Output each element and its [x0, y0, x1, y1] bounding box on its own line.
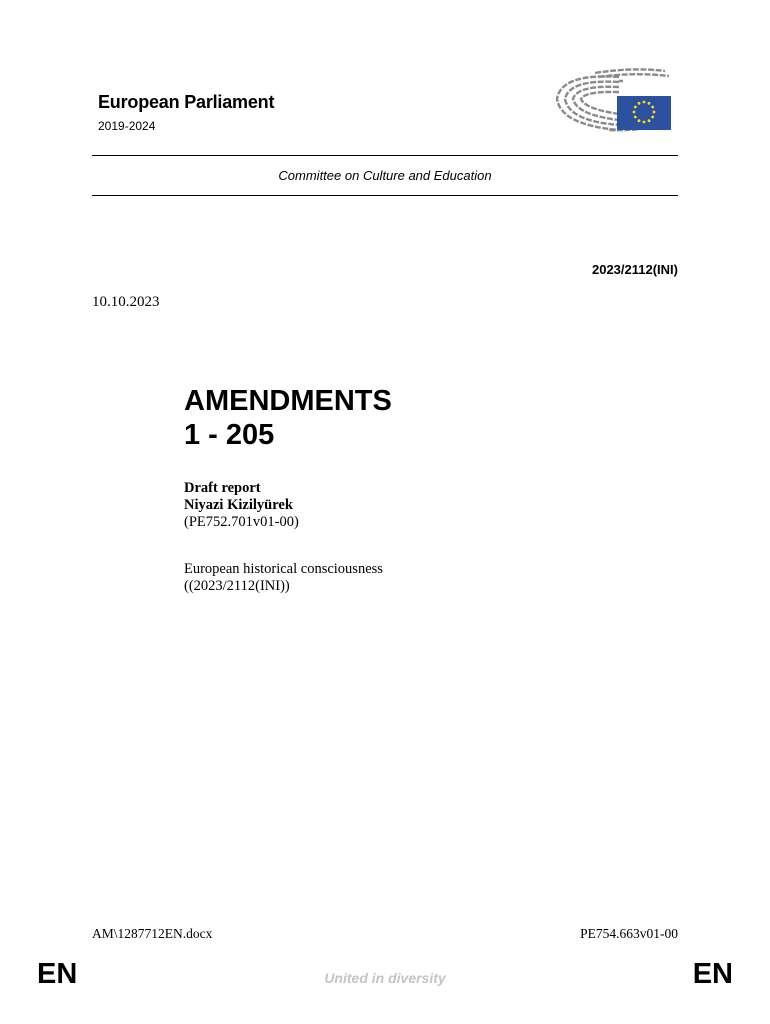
language-code-left: EN	[37, 958, 78, 990]
committee-name: Committee on Culture and Education	[278, 168, 492, 183]
header-divider-top	[92, 155, 678, 156]
footer-pe-number: PE754.663v01-00	[580, 926, 678, 941]
institution-name: European Parliament	[98, 92, 275, 112]
document-type: AMENDMENTS	[184, 385, 392, 417]
european-parliament-logo	[553, 67, 673, 133]
rapporteur-name: Niyazi Kizilyürek	[184, 497, 293, 513]
subject-procedure: ((2023/2112(INI))	[184, 578, 290, 594]
eu-motto: United in diversity	[324, 970, 446, 986]
report-subject: European historical consciousness	[184, 561, 383, 577]
amendment-range: 1 - 205	[184, 419, 275, 451]
footer-file-name: AM\1287712EN.docx	[92, 926, 213, 941]
draft-report-title: Draft report	[184, 480, 261, 496]
legislative-term: 2019-2024	[98, 119, 156, 133]
procedure-reference: 2023/2112(INI)	[591, 262, 678, 277]
pe-reference: (PE752.701v01-00)	[184, 514, 299, 530]
document-date: 10.10.2023	[92, 294, 160, 310]
language-code-right: EN	[692, 958, 733, 990]
header-divider-bottom	[92, 195, 678, 196]
